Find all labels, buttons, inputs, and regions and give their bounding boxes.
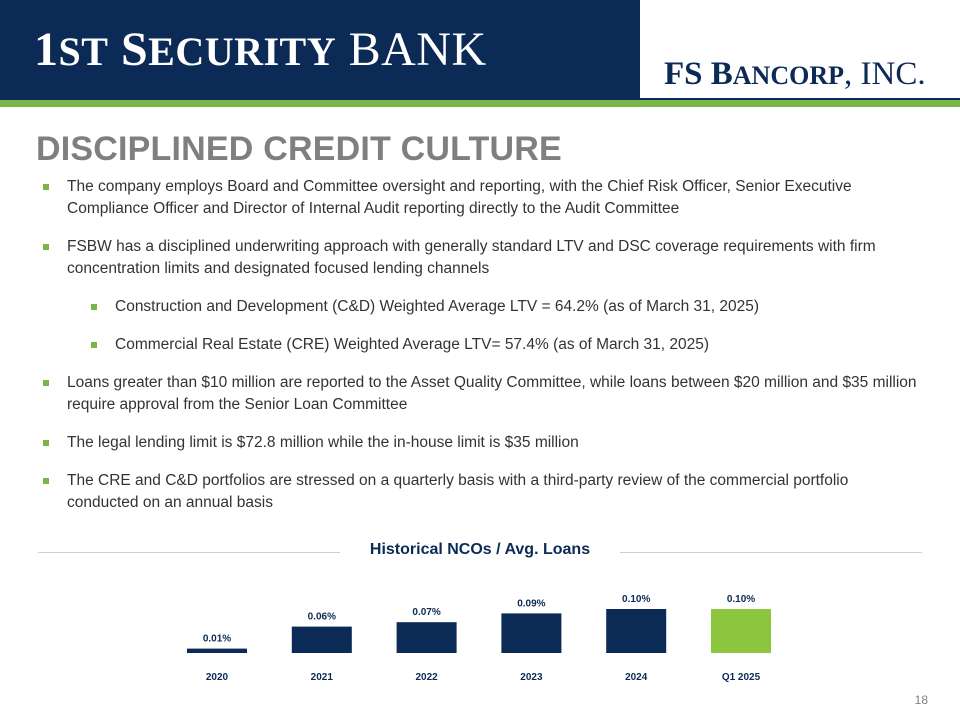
bar-2024 (606, 609, 666, 653)
bullet-text: Loans greater than $10 million are reported to the Asset Quality Committee, while loans between $20 million and $35 million require approval from the Senior Loan Committee (67, 374, 917, 413)
bullet-text: The CRE and C&D portfolios are stressed on a quarterly basis with a third-party review of the commercial portfolio conducted on an annual basis (67, 472, 849, 511)
chart-title-rule-left (38, 552, 340, 553)
bullet-text: FSBW has a disciplined underwriting approach with generally standard LTV and DSC coverage requirements with firm concentration limits and designated focused lending channels (67, 238, 876, 277)
bullet-item (42, 470, 922, 514)
bullet-square-icon (43, 440, 49, 446)
data-label: 0.07% (412, 607, 441, 619)
data-label: 0.10% (622, 594, 651, 605)
bar-2022 (397, 622, 457, 653)
bullet-text: Construction and Development (C&D) Weighted Average LTV = 64.2% (as of March 31, 2025) (115, 298, 760, 315)
bullet-square-icon (43, 478, 49, 484)
sub-bullet-item (90, 334, 922, 356)
bancorp-logo (664, 54, 926, 96)
bullet-list (42, 176, 922, 530)
bank-logo-ordinal: ST (58, 29, 109, 74)
category-label: 2024 (625, 672, 648, 683)
header-accent-stripe (0, 100, 960, 107)
slide-title: DISCIPLINED CREDIT CULTURE (36, 130, 562, 168)
bank-logo-word1-initial: S (108, 23, 149, 76)
bullet-square-icon (91, 304, 97, 310)
data-label: 0.10% (726, 594, 756, 605)
bancorp-logo-suffix: , INC. (844, 56, 926, 92)
category-label: 2020 (205, 672, 229, 683)
bullet-item (42, 432, 922, 454)
bank-logo (34, 22, 487, 80)
data-label: 0.06% (307, 611, 336, 623)
bar-2023 (501, 613, 561, 653)
category-label: 2021 (310, 672, 333, 683)
bank-logo-word2: BANK (336, 23, 487, 76)
chart-title-rule-right (620, 552, 922, 553)
bullet-item (42, 372, 922, 416)
category-label: 2023 (520, 672, 543, 683)
nco-bar-chart (0, 570, 960, 690)
bar-q1-2025 (711, 609, 771, 653)
category-label: Q1 2025 (721, 672, 761, 683)
bancorp-logo-initials: FS B (664, 56, 733, 92)
sub-bullet-item (90, 296, 922, 318)
bullet-text: The company employs Board and Committee oversight and reporting, with the Chief Risk Officer, Senior Executive Compliance Officer and Director of Internal Audit reporting directly to the Audit Committee (67, 178, 852, 217)
bullet-square-icon (91, 342, 97, 348)
bullet-square-icon (43, 380, 49, 386)
bullet-text: Commercial Real Estate (CRE) Weighted Average LTV= 57.4% (as of March 31, 2025) (115, 336, 710, 353)
bullet-text: The legal lending limit is $72.8 million while the in-house limit is $35 million (67, 434, 579, 451)
bar-2021 (292, 627, 352, 653)
bank-logo-word1-rest: ECURITY (148, 29, 337, 74)
data-label: 0.09% (517, 598, 546, 610)
bullet-square-icon (43, 244, 49, 250)
page-number: 18 (914, 693, 928, 707)
bullet-square-icon (43, 184, 49, 190)
data-label: 0.01% (202, 633, 232, 645)
bullet-item (42, 176, 922, 220)
bank-logo-numeral: 1 (34, 23, 59, 76)
bullet-item (42, 236, 922, 280)
chart-title: Historical NCOs / Avg. Loans (369, 541, 591, 558)
bar-2020 (187, 649, 247, 653)
category-label: 2022 (415, 672, 438, 683)
bancorp-logo-word: ANCORP (732, 61, 844, 90)
